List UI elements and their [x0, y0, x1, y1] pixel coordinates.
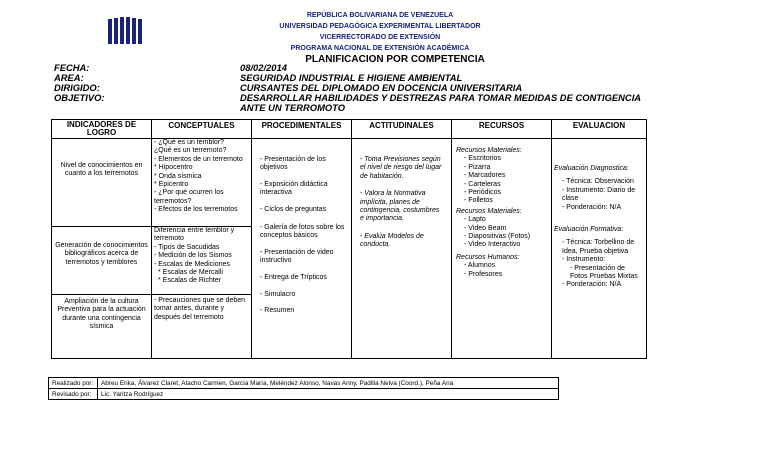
list-item: Diferencia entre temblor y terremoto	[154, 227, 235, 243]
column-conceptuales	[152, 120, 252, 358]
indicador-cell: Generación de conocimientos bibliográficos acerca de terremotos y temblores	[55, 242, 148, 266]
field-value: DESARROLLAR HABILIDADES Y DESTREZAS PARA TOMAR MEDIDAS DE CONTIGENCIA ANTE UN TERROMOTO	[240, 92, 641, 113]
row-divider	[52, 294, 151, 295]
recursos-block	[456, 147, 550, 279]
column-actitudinales	[352, 120, 452, 358]
list-item: - Presentación de los objetivos	[260, 156, 348, 181]
column-indicadores	[52, 120, 152, 358]
field-label: DIRIGIDO:	[54, 82, 100, 93]
authors-table	[48, 377, 559, 400]
list-item: * Onda sísmica	[154, 172, 202, 180]
document-fields	[54, 63, 650, 113]
list-item: - Instrumento:	[562, 256, 644, 264]
column-header: EVALUACION	[552, 120, 646, 139]
list-item: - Pizarra	[464, 164, 550, 172]
list-item: - Profesores	[464, 271, 550, 279]
field-value: CURSANTES DEL DIPLOMADO EN DOCENCIA UNIVERSITARIA	[240, 82, 523, 93]
university-logo-icon	[106, 16, 146, 46]
recursos-materiales-label: Recursos Materiales:	[456, 147, 522, 154]
list-item: * Escalas de Richter	[158, 277, 222, 285]
list-item: - Carteleras	[464, 181, 550, 189]
list-item: - Presentación de Fotos Pruebas Mixtas	[562, 265, 644, 282]
list-item: - ¿Qué es un temblor?	[154, 139, 225, 146]
list-item: - Simulacro	[260, 291, 348, 307]
list-item: - Ponderación: N/A	[562, 281, 644, 289]
list-item: - Ciclos de preguntas	[260, 206, 348, 224]
list-item: - Tipos de Sacudidas	[154, 243, 220, 251]
list-item: - Medición de los Sismos	[154, 252, 232, 260]
indicador-cell: Ampliación de la cultura Preventiva para la actuación durante una contingencia sísmica	[57, 298, 146, 331]
list-item: - Instrumento: Diario de clase	[562, 187, 644, 204]
field-label: AREA:	[54, 72, 84, 83]
list-item: - Video Beam	[464, 225, 550, 233]
conceptuales-block-1	[154, 139, 250, 215]
list-item: - Galería de fotos sobre los conceptos básicos	[260, 224, 348, 249]
list-item: - Video Interactivo	[464, 241, 550, 249]
field-label: OBJETIVO:	[54, 92, 105, 103]
header-line: UNIVERSIDAD PEDAGÓGICA EXPERIMENTAL LIBERTADOR	[279, 23, 481, 30]
recursos-materiales-label-2: Recursos Materiales:	[456, 207, 522, 215]
list-item: - Lapto	[464, 216, 550, 224]
field-objetivo	[54, 93, 650, 113]
list-item: - Resumen	[260, 307, 348, 315]
list-item: - Técnica: Torbellino de Idea, Prueba objetiva	[562, 239, 644, 256]
header-line: REPÚBLICA BOLIVARIANA DE VENEZUELA	[306, 12, 454, 19]
table-row	[49, 389, 559, 400]
revisado-label: Revisado por:	[49, 389, 98, 400]
list-item: - Evalúa Modelos de conducta.	[360, 233, 444, 250]
list-item: - Precauciones que se deben tomar antes, durante y después del terremoto	[154, 297, 246, 321]
actitudinales-list	[360, 156, 444, 250]
procedimentales-list	[260, 156, 348, 315]
column-recursos	[452, 120, 552, 358]
column-header: ACTITUDINALES	[352, 120, 451, 139]
list-item: - Escalas de Mediciones	[154, 260, 230, 268]
list-item: - Marcadores	[464, 172, 550, 180]
list-item: - Presentación de video instructivo	[260, 249, 348, 274]
list-item: - Valora la Normativa implícita, planes de contingencia, costumbres e importancia.	[360, 190, 444, 224]
planning-table	[51, 119, 647, 359]
conceptuales-block-2	[154, 227, 250, 286]
list-item: * Hipocentro	[154, 164, 193, 172]
column-header: INDICADORES DE LOGRO	[52, 120, 151, 139]
column-header: RECURSOS	[452, 120, 551, 139]
realizado-value: Abreu Erika, Álvarez Claret, Atacho Carmen, García María, Meléndez Alonso, Navas Anny, Padilla Nelva (Coord.), Peña Ana	[98, 378, 559, 389]
list-item: - Técnica: Observación	[562, 178, 644, 186]
column-header: CONCEPTUALES	[152, 120, 251, 139]
list-item: - Folletos	[464, 197, 550, 205]
field-value: SEGURIDAD INDUSTRIAL E HIGIENE AMBIENTAL	[240, 72, 463, 83]
list-item: - Efectos de los terremotos	[154, 206, 238, 214]
field-label: FECHA:	[54, 62, 90, 73]
header-line: PROGRAMA NACIONAL DE EXTENSIÓN ACADÉMICA	[290, 45, 470, 52]
list-item: - Alumnos	[464, 262, 550, 270]
document-title: PLANIFICACION POR COMPETENCIA	[305, 54, 485, 65]
row-divider	[152, 294, 251, 295]
recursos-humanos-label: Recursos Humanos:	[456, 253, 520, 261]
row-divider	[52, 226, 151, 227]
list-item: - Exposición didáctica interactiva	[260, 181, 348, 206]
list-item: - Periódicos	[464, 189, 550, 197]
list-item: - Escritorios	[464, 155, 550, 163]
evaluacion-formativa-label: Evaluación Formativa:	[554, 226, 624, 234]
list-item: - Ponderación: N/A	[562, 204, 644, 212]
conceptuales-block-3	[154, 297, 250, 322]
list-item: ¿Qué es un terremoto?	[154, 147, 227, 155]
header-line: VICERRECTORADO DE EXTENSIÓN	[319, 34, 441, 41]
indicador-cell: Nivel de conocimientos en cuanto a los terremotos	[60, 162, 143, 178]
column-evaluacion	[552, 120, 646, 358]
column-procedimentales	[252, 120, 352, 358]
list-item: - ¿Por qué ocurren los terremotos?	[154, 189, 224, 205]
institution-header	[250, 10, 510, 54]
list-item: - Diapositivas (Fotos)	[464, 233, 550, 241]
realizado-label: Realizado por:	[49, 378, 98, 389]
list-item: * Epicentro	[154, 181, 189, 189]
revisado-value: Lic. Yaritza Rodríguez	[98, 389, 559, 400]
table-row	[49, 378, 559, 389]
field-value: 08/02/2014	[240, 62, 287, 73]
column-header: PROCEDIMENTALES	[252, 120, 351, 139]
list-item: - Elementos de un terremoto	[154, 155, 243, 163]
evaluacion-diagnostica-label: Evaluación Diagnostica:	[554, 165, 629, 172]
list-item: * Escalas de Mercalli	[158, 269, 223, 277]
evaluacion-block	[554, 165, 644, 290]
list-item: - Toma Previsiones según el nivel de riesgo del lugar de habitación.	[360, 156, 444, 181]
list-item: - Entrega de Trípticos	[260, 274, 348, 291]
